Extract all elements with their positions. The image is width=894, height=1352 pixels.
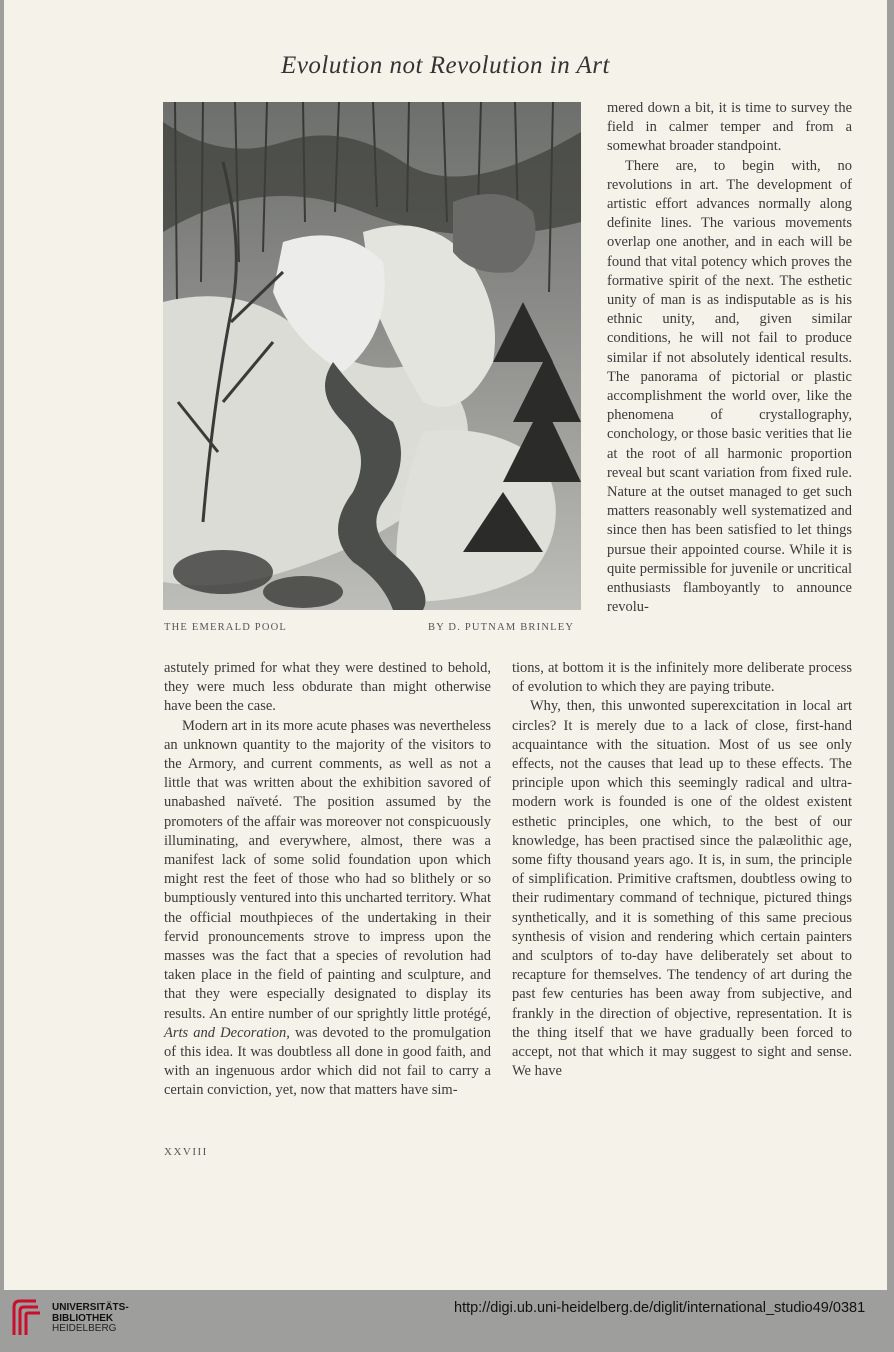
paragraph: Why, then, this unwonted superexcitation in local art circles? It is merely due to a lack of close, first-hand acquaintance with the situation. Most of us see only effects, not the causes that lead up to these effects. The principle upon which this seemingly radical and ultra-modern work is founded is one of the oldest existent esthetic principles, one which, to the best of our knowledge, has been practised since the palæolithic age, some fifty thousand years ago. It is, in sum, the principle of simplification. Primitive craftsmen, doubtless owing to their rudimentary command of technique, pictured things synthetically, and it is something of this same precious synthesis of vision and rendering which certain painters and sculptors of to-day have deliberately set about to recapture for themselves. The tendency of art during the past few centuries has been away from subjective, and frankly in the direction of objective, representation. It is the thing itself that we have gradually been forced to accept, not that which it may suggest to sight and sense. We have [512, 698, 852, 1080]
paragraph: tions, at bottom it is the infinitely more deliberate process of evolution to which they are paying tribute. [512, 660, 852, 696]
right-column-bottom [512, 659, 852, 1081]
running-title: Evolution not Revolution in Art [281, 52, 610, 79]
library-logo-icon [10, 1297, 46, 1339]
paragraph-text: Modern art in its more acute phases was nevertheless an unknown quantity to the majority of the visitors to the Armory, and current comments, as well as not a little that was written about the exhibition savored of unabashed naïveté. The position assumed by the promoters of the affair was moreover not conspicuously illuminating, and everywhere, almost, there was a manifest lack of some solid foundation upon which might rest the feet of those who had so blithely or so bumptiously ventured into this uncharted territory. What the official mouthpieces of the undertaking in their fervid pronouncements strove to impress upon the masses was the fact that a species of revolution had taken place in the field of painting and sculpture, and that they were especially designated to display its results. An entire number of our sprightly little protégé, [164, 717, 491, 1022]
plate-caption-artist: BY D. PUTNAM BRINLEY [428, 622, 575, 633]
permalink-url[interactable]: http://digi.ub.uni-heidelberg.de/diglit/international_studio49/0381 [454, 1300, 866, 1316]
right-column-top [607, 99, 852, 617]
paragraph: mered down a bit, it is time to survey the field in calmer temper and from a somewhat broader standpoint. [607, 100, 852, 155]
paragraph [164, 717, 491, 1101]
plate-caption-title: THE EMERALD POOL [164, 622, 288, 633]
page-folio: XXVIII [164, 1146, 208, 1158]
magazine-page [4, 0, 887, 1290]
left-column-bottom [164, 659, 491, 1101]
library-name [52, 1303, 129, 1335]
paragraph: There are, to begin with, no revolutions in art. The development of artistic effort advances normally along definite lines. The various movements overlap one another, and in each will be found that vital potency which proves the formative spirit of the next. The esthetic unity of man is as indisputable as is his ethnic unity, and, given similar conditions, he will not fail to produce similar if not absolutely identical results. The panorama of pictorial or plastic accomplishment the world over, like the phenomena of crystallography, conchology, or those basic verities that lie at the root of all harmonic proportion reveal but scant variation from fixed rule. Nature at the outset managed to get such matters reasonably well systematized and since then has been satisfied to let things pursue their appointed course. While it is quite permissible for juvenile or uncritical enthusiasts flamboyantly to announce revolu- [607, 157, 852, 616]
painting-plate-emerald-pool [163, 102, 581, 610]
library-name-line: UNIVERSITÄTS- [52, 1302, 129, 1313]
library-name-line: BIBLIOTHEK [52, 1312, 114, 1324]
paragraph-text: was devoted to the promulgation of this idea. It was doubtless all done in good faith, and with an ingenuous ardor which did not fail to carry a certain conviction, yet, now that matters have sim- [164, 1024, 491, 1099]
snowy-stream-painting [163, 102, 581, 610]
library-name-line: HEIDELBERG [52, 1323, 117, 1334]
paragraph: astutely primed for what they were destined to behold, they were much less obdurate than might otherwise have been the case. [164, 660, 491, 715]
magazine-title: Arts and Decoration, [164, 1024, 290, 1041]
